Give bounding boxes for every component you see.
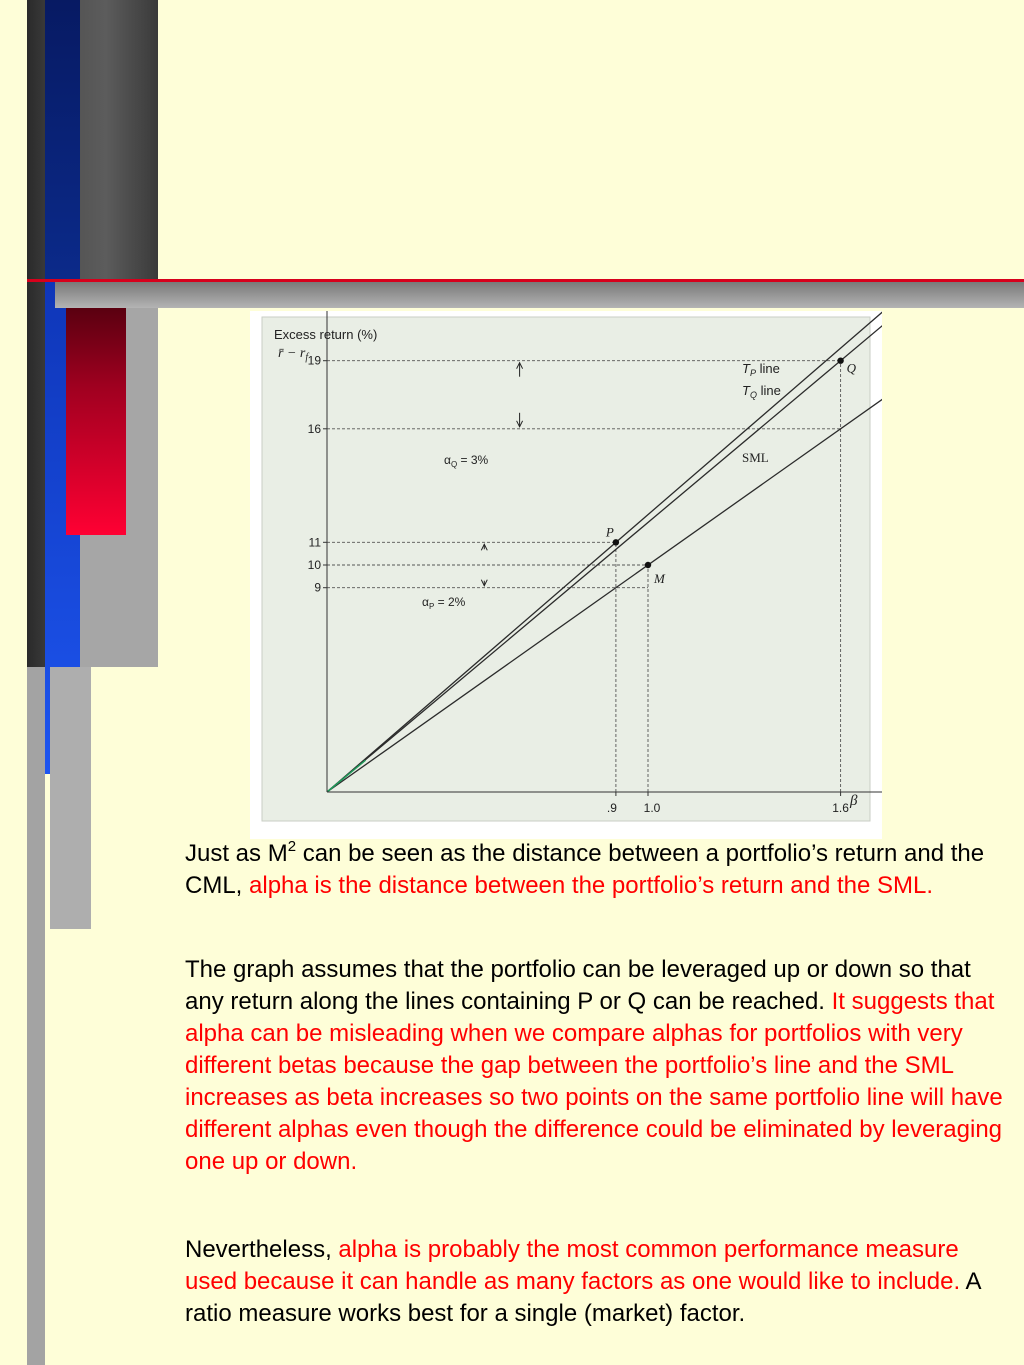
para3-emphasis: alpha is probably the most common performance measure used because it can handle as many factors as one would like to include. <box>185 1236 961 1295</box>
point-label-p: P <box>605 524 614 540</box>
y-tick-label: 11 <box>308 535 321 550</box>
point-label-q: Q <box>846 360 856 376</box>
x-tick-label: 1.6 <box>832 801 849 815</box>
tp-line-label: $T_P$ line <box>742 361 780 378</box>
alpha-p-label: $\alpha_P = 2\%$ <box>422 595 466 611</box>
point-q <box>837 358 843 364</box>
para2-text: The graph assumes that the portfolio can be leveraged up or down so that any return along the lines containing P or Q can be reached. <box>185 956 971 1015</box>
paragraph-2 <box>185 954 1015 1178</box>
deco-red-line <box>27 279 1024 282</box>
y-tick-label: 10 <box>307 558 321 572</box>
point-m <box>645 562 651 568</box>
y-axis-title: Excess return (%) <box>274 327 378 342</box>
deco-bar-gray-lower-mid <box>50 667 91 929</box>
para3-text-b: A ratio measure works best for a single (market) factor. <box>185 1268 981 1327</box>
excess-return-chart <box>250 311 882 839</box>
tq-line-label: $T_Q$ line <box>742 383 781 400</box>
para2-emphasis: It suggests that alpha can be misleading when we compare alphas for portfolios with very different betas because the gap between the portfolio’s line and the SML increases as beta increases so two points on the same portfolio line will have different alphas even though the difference could be eliminated by leveraging one up or down. <box>185 988 1003 1175</box>
sml-label: SML <box>742 450 769 465</box>
para3-text-a: Nevertheless, <box>185 1236 339 1263</box>
deco-red-block <box>66 308 126 535</box>
y-axis-formula: r̄ − $r_f$ <box>278 346 309 363</box>
x-tick-label: 1.0 <box>643 801 661 815</box>
paragraph-3 <box>185 1234 1015 1330</box>
alpha-q-label: $\alpha_Q = 3\%$ <box>444 453 489 469</box>
point-p <box>613 539 619 545</box>
deco-horizontal-band <box>55 281 1024 308</box>
deco-bar-darkblue <box>45 0 80 280</box>
x-tick-label: .9 <box>606 801 617 815</box>
point-label-m: M <box>654 571 665 586</box>
para1-text-a: Just as M <box>185 840 288 867</box>
deco-bar-gray-lower <box>27 667 45 1365</box>
para1-emphasis: alpha is the distance between the portfolio’s return and the SML. <box>249 872 934 899</box>
y-tick-label: 16 <box>307 421 321 436</box>
para1-superscript: 2 <box>287 838 297 855</box>
y-tick-label: 19 <box>307 353 321 368</box>
y-tick-label: 9 <box>314 580 321 595</box>
chart-svg <box>250 311 882 839</box>
paragraph-1 <box>185 838 1015 902</box>
para1-text-b: can be seen as the distance between a portfolio’s return and the CML, <box>185 840 985 899</box>
x-axis-title: β <box>850 793 858 809</box>
